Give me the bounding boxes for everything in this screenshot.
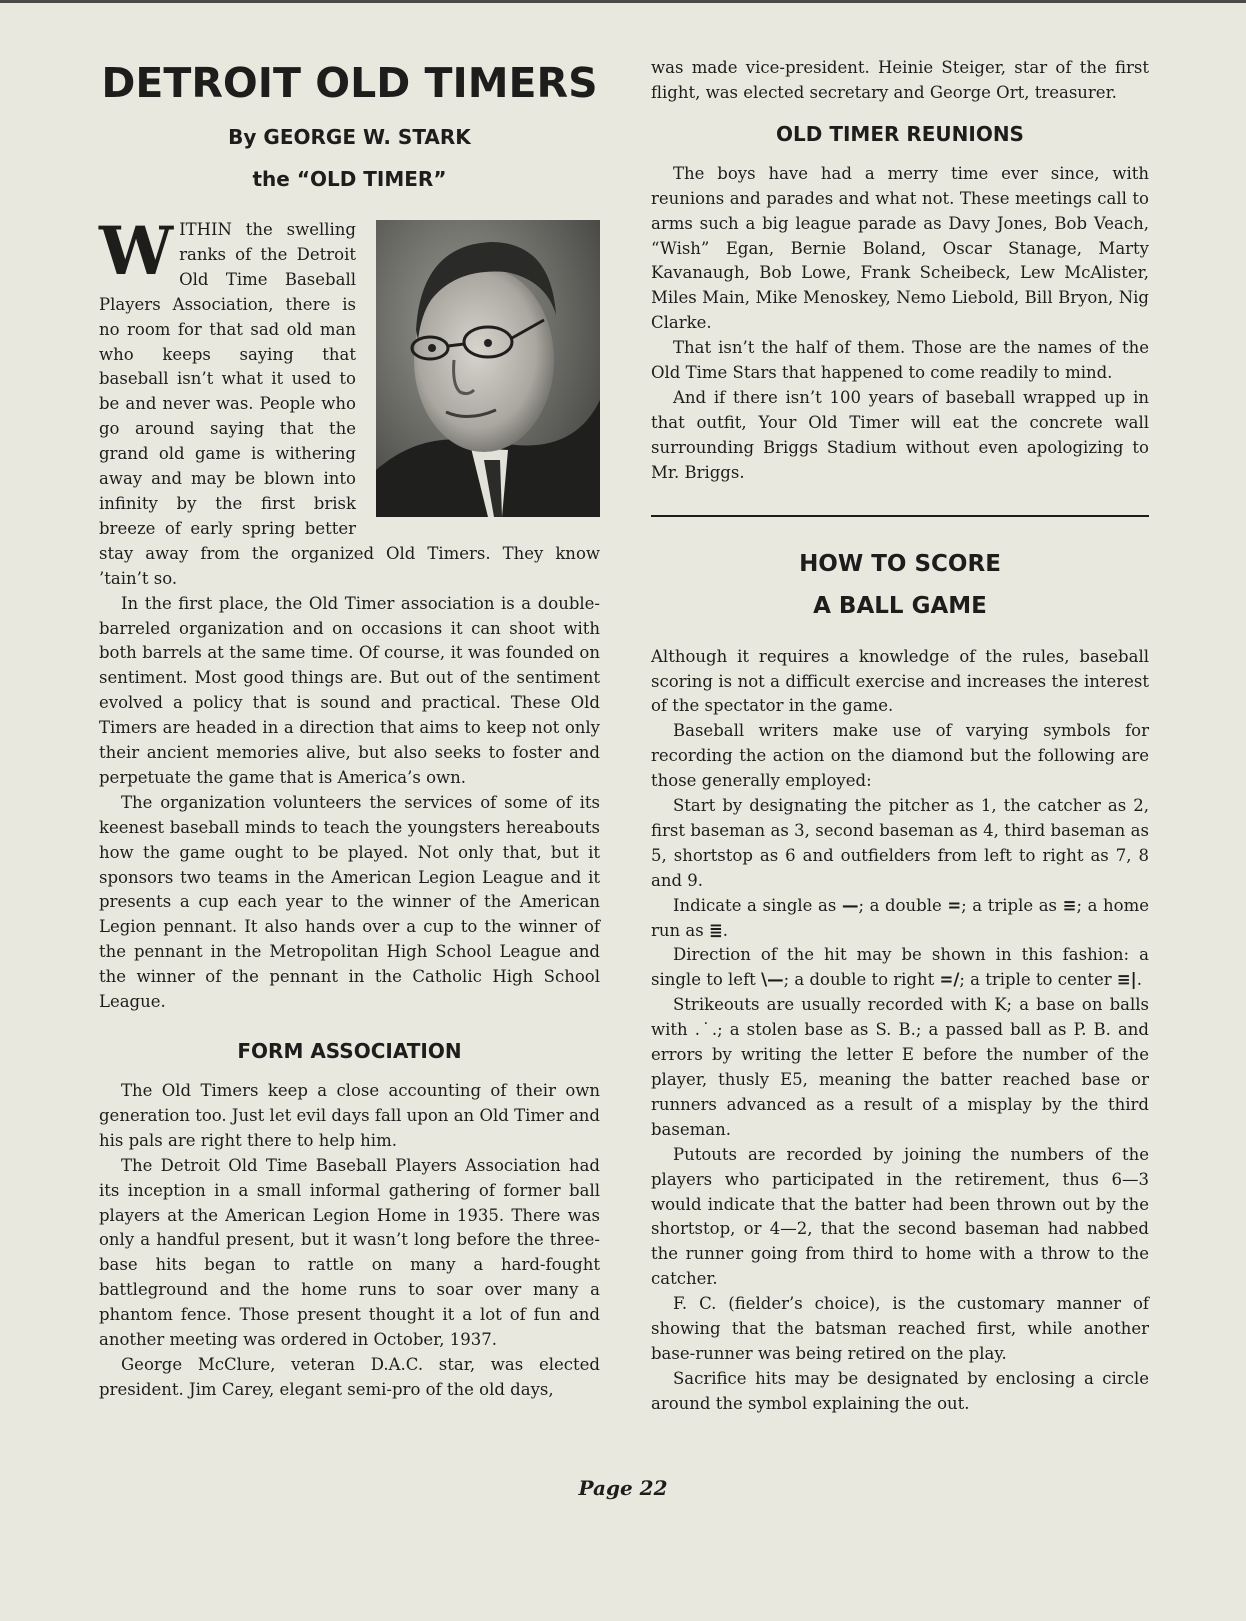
paragraph: Strikeouts are usually recorded with K; a base on balls with .˙.; a stolen base as S. B.; a passed ball as P. B. and errors by writing the letter E before the number of the player, thusly E5, meaning the batter reached base or runners advanced as a result of a misplay by the third baseman. [651, 995, 1149, 1139]
text-fragment: ; a triple as [961, 895, 1063, 915]
triple-symbol: ≡ [1062, 895, 1077, 915]
intro-block [99, 212, 600, 592]
paragraph-continued: was made vice-president. Heinie Steiger, star of the first flight, was elected secretary and George Ort, treasurer. [651, 58, 1149, 102]
paragraph: The Detroit Old Time Baseball Players Association had its inception in a small informal gathering of former ball players at the American Legion Home in 1935. There was only a handful present, but it wasn’t long before the three-base hits began to rattle on many a hard-fought battleground and the home runs to soar over many a phantom fence. Those present thought it a lot of fun and another meeting was ordered in October, 1937. [99, 1155, 600, 1350]
top-border [0, 0, 1246, 3]
page-number: Page 22 [578, 1476, 668, 1500]
author-portrait-photo [376, 220, 600, 517]
home-run-symbol: ≣ [708, 920, 723, 940]
paragraph: Start by designating the pitcher as 1, the catcher as 2, first baseman as 3, second baseman as 4, third baseman as 5, shortstop as 6 and outfielders from left to right as 7, 8 and 9. [651, 796, 1149, 890]
text-fragment: . [1136, 970, 1142, 990]
text-fragment: Direction of the hit may be shown in this fashion: a single to left [651, 945, 1149, 990]
paragraph: Sacrifice hits may be designated by enclosing a circle around the symbol explaining the out. [651, 1368, 1149, 1413]
text-fragment: Indicate a single as [673, 895, 842, 915]
paragraph: The organization volunteers the services of some of its keenest baseball minds to teach the youngsters hereabouts how the game ought to be played. Not only that, but it sponsors two teams in the American Legion League and it presents a cup each year to the winner of the American Legion pennant. It also hands over a cup to the winner of the pennant in the Metropolitan High School League and the winner of the pennant in the Catholic High School League. [99, 792, 600, 1012]
paragraph: That isn’t the half of them. Those are the names of the Old Time Stars that happened to come readily to mind. [651, 338, 1149, 383]
text-fragment: ; a double [858, 895, 948, 915]
byline-subtitle: the “OLD TIMER” [252, 167, 447, 191]
paragraph: Putouts are recorded by joining the numbers of the players who participated in the retirement, thus 6—3 would indicate that the batter had been thrown out by the shortstop, or 4—2, that the second baseman had nabbed the runner going from third to home with a throw to the catcher. [651, 1144, 1149, 1289]
paragraph: George McClure, veteran D.A.C. star, was elected president. Jim Carey, elegant semi-pro of the old days, [99, 1354, 600, 1399]
double-right-symbol: =/ [939, 970, 960, 990]
section-divider [651, 515, 1149, 517]
paragraph: Baseball writers make use of varying symbols for recording the action on the diamond but the following are those generally employed: [651, 721, 1149, 791]
right-column [651, 56, 1149, 1417]
paragraph: The boys have had a merry time ever since, with reunions and parades and what not. These meetings call to arms such a big league parade as Davy Jones, Bob Veach, “Wish” Egan, Bernie Boland, Oscar Stanage, Marty Kavanaugh, Bob Lowe, Frank Scheibeck, Lew McAlister, Miles Main, Mike Menoskey, Nemo Liebold, Bill Bryon, Nig Clarke. [651, 163, 1149, 333]
paragraph: In the first place, the Old Timer association is a double-barreled organization and on occasions it can shoot with both barrels at the same time. Of course, it was founded on sentiment. Most good things are. But out of the sentiment evolved a policy that is sound and practical. These Old Timers are headed in a direction that aims to keep not only their ancient memories alive, but also seeks to foster and perpetuate the game that is America’s own. [99, 593, 600, 787]
drop-cap: W [99, 212, 174, 290]
left-column [99, 56, 600, 1403]
paragraph: The Old Timers keep a close accounting of their own generation too. Just let evil days fall upon an Old Timer and his pals are right there to help him. [99, 1081, 600, 1150]
paragraph: Although it requires a knowledge of the rules, baseball scoring is not a difficult exercise and increases the interest of the spectator in the game. [651, 646, 1149, 716]
article-title: DETROIT OLD TIMERS [101, 59, 598, 107]
paragraph: And if there isn’t 100 years of baseball wrapped up in that outfit, Your Old Timer will eat the concrete wall surrounding Briggs Stadium without even apologizing to Mr. Briggs. [651, 387, 1149, 482]
text-fragment: . [722, 920, 729, 940]
intro-paragraph: ITHIN the swelling ranks of the Detroit Old Time Baseball Players Association, there is no room for that sad old man who keeps saying that baseball isn’t what it used to be and never was. People who go around saying that the grand old game is withering away and may be blown into infinity by the first brisk breeze of early spring better stay away from the organized Old Timers. They know ’tain’t so. [99, 220, 600, 588]
byline: By GEORGE W. STARK [228, 125, 471, 149]
single-symbol: — [841, 895, 859, 915]
scoring-heading-line2: A BALL GAME [813, 592, 987, 619]
scoring-heading-line1: HOW TO SCORE [799, 550, 1001, 577]
text-fragment: ; a home run as [651, 895, 1149, 940]
paragraph: F. C. (fielder’s choice), is the customary manner of showing that the batsman reached first, while another base-runner was being retired on the play. [651, 1294, 1149, 1363]
text-fragment: ; a triple to center [959, 970, 1117, 990]
single-left-symbol: \— [761, 970, 784, 990]
paragraph-hit-symbols [651, 894, 1149, 944]
triple-center-symbol: ≡| [1116, 970, 1137, 990]
section-heading-reunions: OLD TIMER REUNIONS [776, 121, 1024, 146]
section-heading-form-association: FORM ASSOCIATION [237, 1039, 462, 1063]
paragraph-direction-symbols [651, 943, 1149, 993]
portrait-image [376, 220, 600, 517]
scoring-heading [651, 543, 1149, 627]
double-symbol: = [947, 895, 962, 915]
text-fragment: ; a double to right [783, 970, 940, 990]
